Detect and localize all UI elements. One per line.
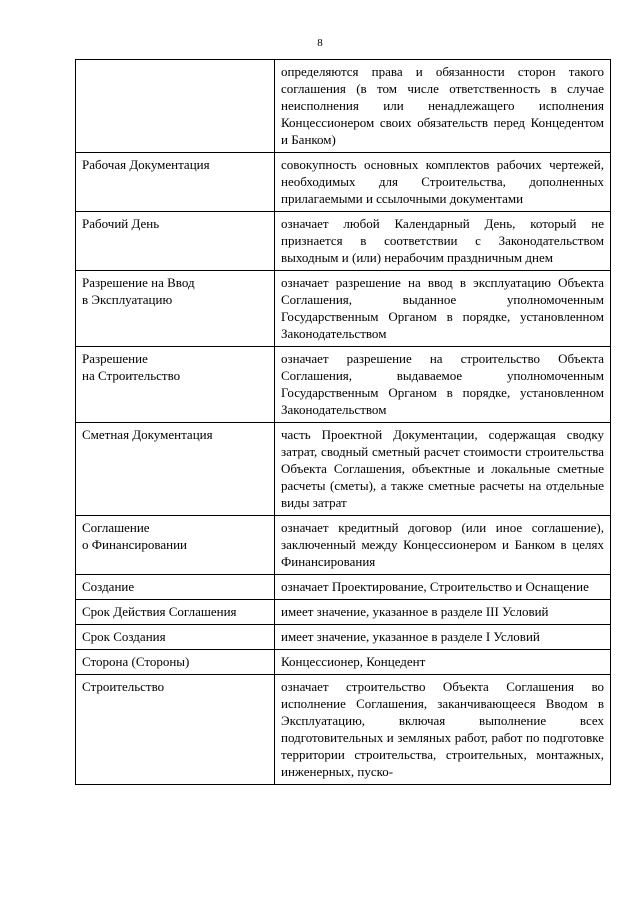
term-cell: Создание xyxy=(76,575,275,600)
definition-cell: означает разрешение на ввод в эксплуатацию Объекта Соглашения, выданное уполномоченным Государственным Органом в порядке, установленном Законодательством xyxy=(275,271,611,347)
term-cell xyxy=(76,271,275,347)
term-line: Соглашение xyxy=(82,520,150,535)
term-line: о Финансировании xyxy=(82,537,187,552)
definition-cell: означает строительство Объекта Соглашения во исполнение Соглашения, заканчивающееся Вводом в Эксплуатацию, включая выполнение всех подготовительных и земляных работ, работ по подготовке территории строительства, строительных, монтажных, инженерных, пуско- xyxy=(275,675,611,785)
term-cell: Сторона (Стороны) xyxy=(76,650,275,675)
definition-cell: совокупность основных комплектов рабочих чертежей, необходимых для Строительства, дополненных прилагаемыми и ссылочными документами xyxy=(275,153,611,212)
term-line: в Эксплуатацию xyxy=(82,292,173,307)
definition-cell: имеет значение, указанное в разделе III Условий xyxy=(275,600,611,625)
term-line: Разрешение на Ввод xyxy=(82,275,195,290)
term-line: Разрешение xyxy=(82,351,148,366)
table-row xyxy=(76,650,611,675)
term-cell: Сметная Документация xyxy=(76,423,275,516)
table-row xyxy=(76,600,611,625)
definition-cell: определяются права и обязанности сторон такого соглашения (в том числе ответственность в случае неисполнения или ненадлежащего исполнения Концессионером своих обязательств перед Концедентом и Банком) xyxy=(275,60,611,153)
term-cell: Рабочая Документация xyxy=(76,153,275,212)
definitions-table xyxy=(75,59,611,785)
term-cell xyxy=(76,516,275,575)
table-row xyxy=(76,153,611,212)
table-row xyxy=(76,212,611,271)
table-row xyxy=(76,347,611,423)
table-row xyxy=(76,675,611,785)
table-row xyxy=(76,625,611,650)
definition-cell: имеет значение, указанное в разделе I Условий xyxy=(275,625,611,650)
definition-cell: означает кредитный договор (или иное соглашение), заключенный между Концессионером и Банком в целях Финансирования xyxy=(275,516,611,575)
definition-cell: означает любой Календарный День, который не признается в соответствии с Законодательством выходным и (или) нерабочим праздничным днем xyxy=(275,212,611,271)
definition-cell: Концессионер, Концедент xyxy=(275,650,611,675)
table-row xyxy=(76,423,611,516)
page-number: 8 xyxy=(317,37,323,49)
definition-cell: означает Проектирование, Строительство и Оснащение xyxy=(275,575,611,600)
term-cell xyxy=(76,60,275,153)
term-cell: Рабочий День xyxy=(76,212,275,271)
term-cell: Срок Действия Соглашения xyxy=(76,600,275,625)
term-cell: Строительство xyxy=(76,675,275,785)
table-row xyxy=(76,271,611,347)
term-line: на Строительство xyxy=(82,368,181,383)
table-row xyxy=(76,575,611,600)
definition-cell: часть Проектной Документации, содержащая сводку затрат, сводный сметный расчет стоимости строительства Объекта Соглашения, объектные и локальные сметные расчеты (сметы), а также сметные расчеты на отдельные виды затрат xyxy=(275,423,611,516)
term-cell xyxy=(76,347,275,423)
table-row xyxy=(76,516,611,575)
table-row xyxy=(76,60,611,153)
definition-cell: означает разрешение на строительство Объекта Соглашения, выдаваемое уполномоченным Государственным Органом в порядке, установленном Законодательством xyxy=(275,347,611,423)
term-cell: Срок Создания xyxy=(76,625,275,650)
